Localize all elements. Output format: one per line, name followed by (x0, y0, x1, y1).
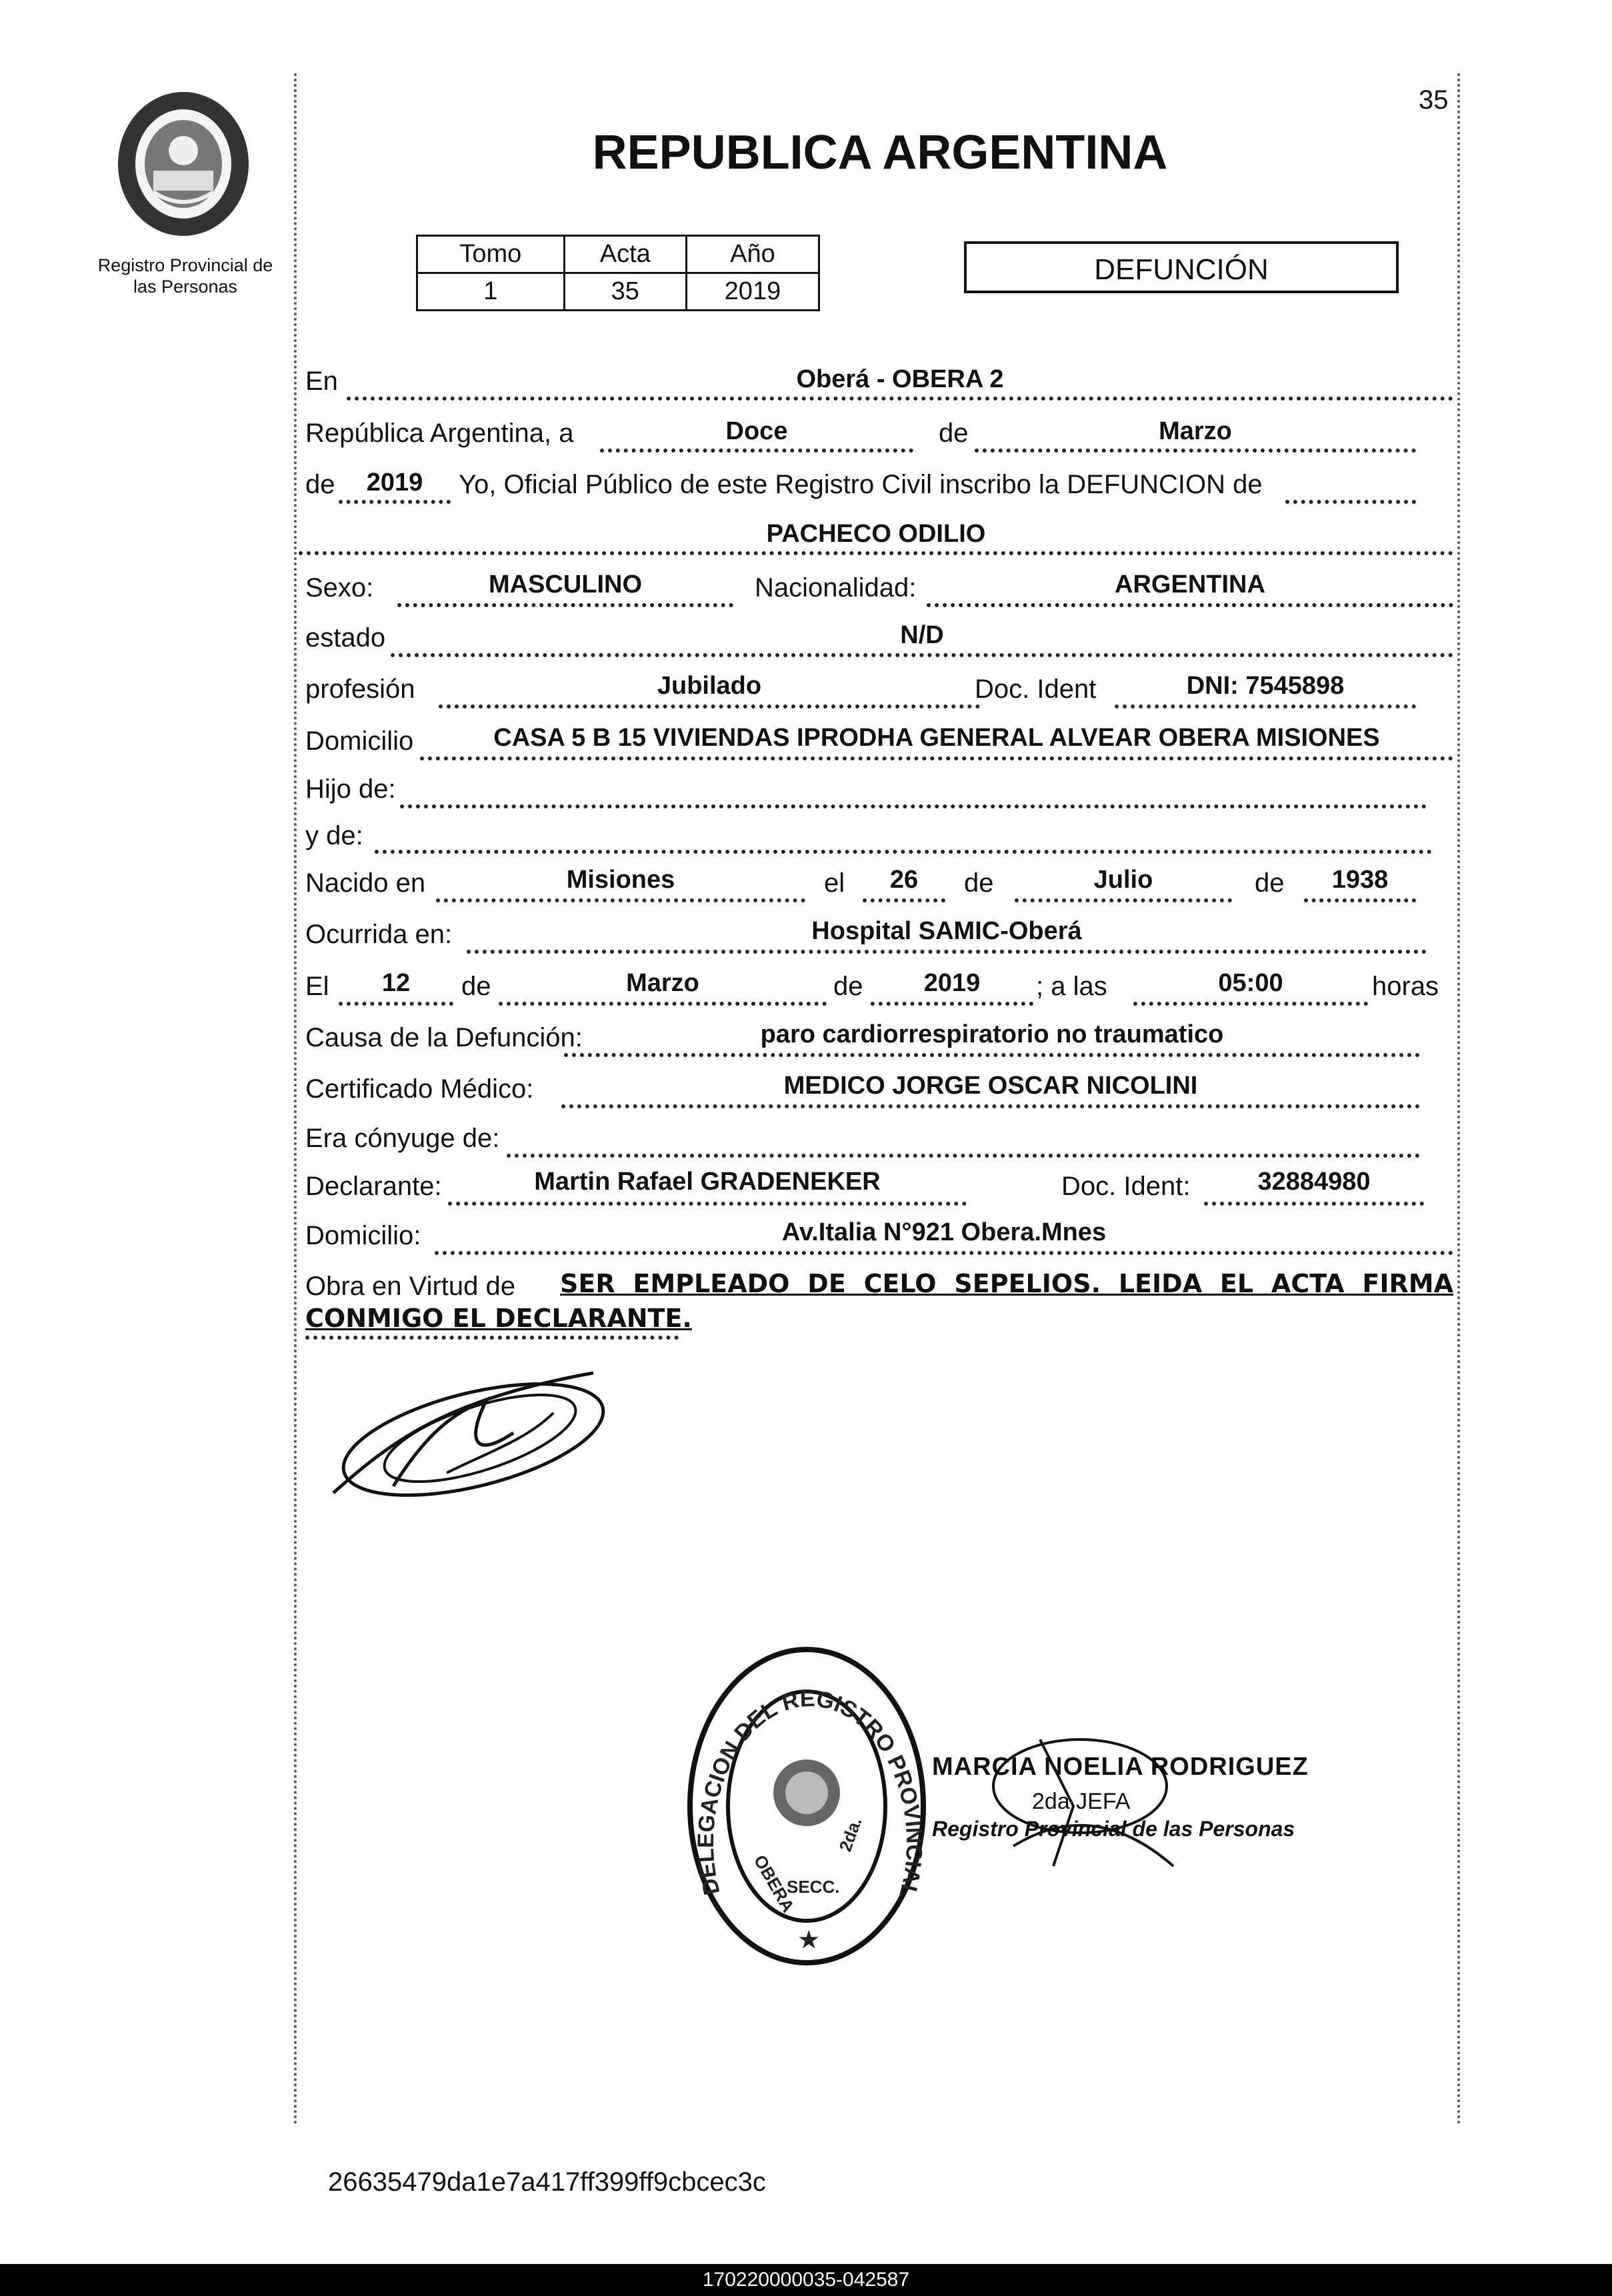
table-cell: 1 (417, 273, 565, 311)
right-margin-line (1457, 73, 1460, 2126)
label-obra: Obra en Virtud de (305, 1272, 516, 1301)
dotted-line (561, 1104, 1420, 1108)
dotted-line (564, 1053, 1420, 1057)
official-signature (973, 1713, 1187, 1873)
dotted-line (397, 603, 733, 607)
dotted-line (1285, 500, 1416, 504)
dotted-line (391, 653, 1453, 657)
dotted-line (305, 1336, 679, 1340)
value-declarante-domicilio: Av.Italia N°921 Obera.Mnes (781, 1218, 1107, 1246)
dotted-line (863, 898, 945, 902)
label-declarante: Declarante: (305, 1172, 442, 1201)
label-doc-ident2: Doc. Ident: (1061, 1172, 1191, 1201)
value-causa: paro cardiorrespiratorio no traumatico (760, 1020, 1224, 1048)
value-dia: Doce (725, 417, 788, 445)
value-nacido-lugar: Misiones (566, 866, 675, 894)
value-dni: DNI: 7545898 (1186, 672, 1345, 700)
act-table (416, 235, 820, 311)
label-el2: El (305, 972, 329, 1001)
registry-line-2: las Personas (133, 277, 238, 297)
stamp-inner-left: OBERA (749, 1851, 799, 1916)
official-name: MARCIA NOELIA RODRIGUEZ (932, 1753, 1309, 1781)
value-nombre: PACHECO ODILIO (766, 520, 986, 548)
dotted-line (927, 603, 1453, 607)
table-header: Tomo (417, 236, 565, 273)
label-y-de: y de: (305, 821, 363, 850)
table-cell: 35 (564, 273, 686, 311)
value-nacido-mes: Julio (1093, 866, 1153, 894)
label-causa: Causa de la Defunción: (305, 1023, 583, 1052)
dotted-line (420, 756, 1453, 760)
dotted-line (339, 500, 451, 504)
dotted-line (436, 898, 805, 902)
dotted-line (1115, 704, 1416, 708)
dotted-line (1133, 1002, 1368, 1006)
dotted-line (448, 1202, 967, 1206)
value-def-anio: 2019 (923, 969, 981, 997)
label-oficial: Yo, Oficial Público de este Registro Civil inscribo la DEFUNCION de (459, 470, 1263, 499)
label-certificado: Certificado Médico: (305, 1074, 534, 1104)
table-cell: 2019 (686, 273, 819, 311)
dotted-line (439, 704, 980, 708)
value-def-dia: 12 (381, 969, 411, 997)
value-domicilio: CASA 5 B 15 VIVIENDAS IPRODHA GENERAL ALVEAR OBERA MISIONES (493, 724, 1380, 752)
label-conyuge: Era cónyuge de: (305, 1124, 500, 1153)
dotted-line (1204, 1202, 1424, 1206)
dotted-line (467, 950, 1427, 954)
registry-line-1: Registro Provincial de (97, 255, 273, 275)
provincial-seal (113, 85, 253, 239)
dotted-line (975, 449, 1416, 453)
document-type-box: DEFUNCIÓN (964, 241, 1399, 293)
label-de-o1: de (461, 972, 491, 1001)
label-ocurrida: Ocurrida en: (305, 920, 453, 949)
value-nacido-anio: 1938 (1331, 866, 1389, 894)
value-mes: Marzo (1159, 417, 1232, 445)
value-certificado: MEDICO JORGE OSCAR NICOLINI (783, 1072, 1198, 1100)
page-number: 35 (1419, 85, 1449, 115)
label-a-las: ; a las (1036, 972, 1107, 1001)
official-stamp (680, 1640, 933, 1973)
label-hijo-de: Hijo de: (305, 774, 396, 804)
label-en: En (305, 367, 338, 396)
dotted-line (299, 551, 1453, 555)
label-nacionalidad: Nacionalidad: (755, 573, 917, 602)
table-header: Acta (564, 236, 686, 273)
official-office: Registro Provincial de las Personas (932, 1817, 1295, 1841)
country-title: REPUBLICA ARGENTINA (592, 126, 1168, 179)
label-de-n2: de (1255, 868, 1285, 898)
footer-code: 170220000035-042587 (0, 2264, 1612, 2296)
official-role: 2da JEFA (1032, 1789, 1131, 1814)
value-def-mes: Marzo (626, 969, 699, 997)
label-profesion: profesión (305, 674, 415, 704)
star-icon: ★ (799, 1927, 819, 1953)
label-el: el (824, 868, 845, 898)
label-de: de (939, 419, 969, 448)
label-horas: horas (1372, 972, 1439, 1001)
dotted-line (499, 1002, 827, 1006)
dotted-line (400, 804, 1427, 808)
stamp-inner-bottom: SECC. (787, 1877, 840, 1897)
left-margin-line (294, 73, 297, 2126)
stamp-ring-text: DELEGACION DEL REGISTRO PROVINCIAL (693, 1686, 927, 1901)
value-ocurrida: Hospital SAMIC-Oberá (811, 917, 1082, 945)
label-de2: de (305, 470, 335, 499)
value-profesion: Jubilado (657, 672, 762, 700)
dotted-line (507, 1154, 1420, 1158)
value-obra-line2: CONMIGO EL DECLARANTE. (305, 1304, 692, 1333)
value-obra-line1: SER EMPLEADO DE CELO SEPELIOS. LEIDA EL ACTA FIRMA (560, 1269, 1453, 1298)
value-nacionalidad: ARGENTINA (1115, 571, 1265, 598)
value-declarante: Martin Rafael GRADENEKER (534, 1168, 881, 1196)
document-hash: 26635479da1e7a417ff399ff9cbcec3c (328, 2167, 766, 2197)
dotted-line (435, 1251, 1453, 1255)
dotted-line (347, 397, 1453, 401)
dotted-line (1304, 898, 1416, 902)
value-sexo: MASCULINO (488, 571, 643, 598)
value-nacido-dia: 26 (889, 866, 919, 894)
dotted-line (339, 1002, 453, 1006)
label-sexo: Sexo: (305, 573, 374, 602)
label-republica: República Argentina, a (305, 419, 574, 448)
table-header: Año (686, 236, 819, 273)
value-declarante-doc: 32884980 (1257, 1168, 1371, 1196)
declarant-signature (313, 1360, 633, 1520)
stamp-inner-right: 2da. (835, 1814, 866, 1855)
label-estado: estado (305, 623, 386, 652)
label-doc-ident: Doc. Ident (975, 674, 1097, 704)
value-def-hora: 05:00 (1218, 969, 1283, 997)
dotted-line (1015, 898, 1232, 902)
value-estado: N/D (900, 621, 944, 649)
label-domicilio: Domicilio (305, 726, 414, 756)
dotted-line (871, 1002, 1033, 1006)
label-nacido-en: Nacido en (305, 868, 426, 898)
dotted-line (600, 449, 913, 453)
value-anio: 2019 (366, 469, 423, 497)
label-de-o2: de (833, 972, 863, 1001)
label-de-n1: de (964, 868, 994, 898)
label-domicilio2: Domicilio: (305, 1221, 421, 1250)
dotted-line (375, 850, 1432, 854)
value-lugar: Oberá - OBERA 2 (796, 365, 1004, 393)
